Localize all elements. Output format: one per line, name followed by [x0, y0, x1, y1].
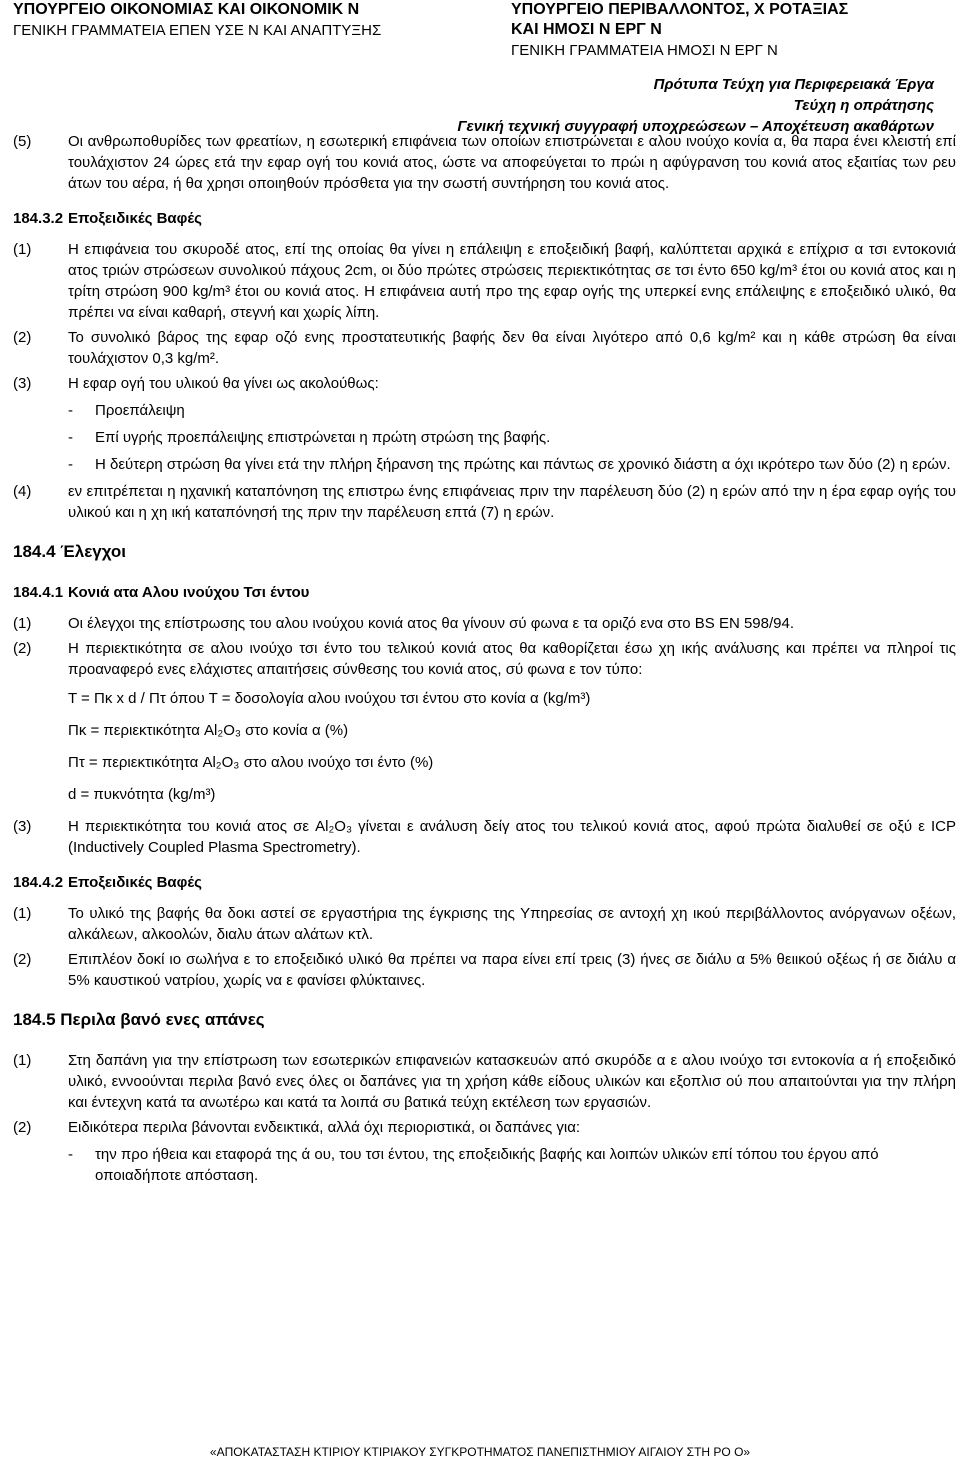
subheader-line-1: Πρότυπα Τεύχη για Περιφερειακά Έργα [653, 76, 934, 93]
item-text: Επιπλέον δοκί ιο σωλήνα ε το εποξειδικό υλικό θα πρέπει να παρα είνει επί τρεις (3) ήνες σε διάλυ α 5% θειικού οξέως ή σε διάλυ α 5% καυστικού νατρίου, χωρίς να ε φανίσει φλύκταινες. [68, 951, 956, 989]
dash-marker: - [68, 1146, 73, 1163]
dash-marker: - [68, 456, 73, 473]
item-number: (5) [13, 133, 32, 150]
subheader-line-2: Τεύχη η οπράτησης [793, 97, 934, 114]
dash-text: Η δεύτερη στρώση θα γίνει ετά την πλήρη ξήρανση της πρώτης και πάντως σε χρονικό διάστη α όχι ικρότερο των δύο (2) η ερών. [95, 456, 951, 473]
document-subheader [457, 74, 934, 137]
dash-marker: - [68, 402, 73, 419]
list-item [13, 816, 956, 858]
list-item [13, 949, 956, 991]
item-number: (4) [13, 483, 32, 500]
item-text: Οι ανθρωποθυρίδες των φρεατίων, η εσωτερική επιφάνεια των οποίων επιστρώνεται ε αλου ινούχο κονία α, θα παρα ένει κλειστή επί τουλάχιστον 24 ώρες ετά την εφαρ ογή του κονιά ατος, ώστε να αποφεύγεται το πρώι η αφύγρανση του κονιά ατος εξαιτίας των ρευ άτων του αέρα, ή θα χρησι οποιηθούν πρόσθετα για την σωστή συντήρηση του κονιά ατος. [68, 133, 956, 192]
subheader-line-3: Γενική τεχνική συγγραφή υποχρεώσεων – Αποχέτευση ακαθάρτων [457, 118, 934, 135]
item-number: (1) [13, 615, 32, 632]
header-left [13, 0, 381, 42]
formula-line: Πκ = περιεκτικότητα Al₂O₃ στο κονία α (%) [68, 722, 349, 739]
header-right-title-2: ΚΑΙ ΗΜΟΣΙ Ν ΕΡΓ Ν [511, 21, 662, 38]
dash-item [68, 427, 956, 448]
header-left-title: ΥΠΟΥΡΓΕΙΟ ΟΙΚΟΝΟΜΙΑΣ ΚΑΙ ΟΙΚΟΝΟΜΙΚ Ν [13, 1, 360, 18]
item-text: Το υλικό της βαφής θα δοκι αστεί σε εργαστήρια της έγκρισης της Υπηρεσίας σε αντοχή χη ικού περιβάλλοντος ανόργανων οξέων, αλκάλεων, αλκοολών, διαλυ άτων αλάτων κτλ. [68, 905, 956, 943]
document-header [0, 0, 960, 70]
section-heading-184-4-1 [13, 582, 956, 603]
item-text: Η περιεκτικότητα σε αλου ινούχο τσι έντο του τελικού κονιά ατος θα καθορίζεται έσω χη ικής ανάλυσης και πρέπει να πληροί τις προαναφερό ενες ελάχιστες απαιτήσεις σύνθεσης του κονιά ατος, σύ φωνα ε τον τύπο: [68, 640, 956, 678]
document-footer: «ΑΠΟΚΑΤΑΣΤΑΣΗ ΚΤΙΡΙΟΥ ΚΤΙΡΙΑΚΟΥ ΣΥΓΚΡΟΤΗΜΑΤΟΣ ΠΑΝΕΠΙΣΤΗΜΙΟΥ ΑΙΓΑΙΟΥ ΣΤΗ ΡΟ Ο» [209, 1445, 751, 1459]
item-number: (3) [13, 375, 32, 392]
section-heading-184-5: 184.5 Περιλα βανό ενες απάνες [13, 1010, 265, 1029]
list-item [13, 327, 956, 369]
item-number: (2) [13, 329, 32, 346]
list-item [13, 1117, 956, 1138]
item-text: εν επιτρέπεται η ηχανική καταπόνηση της επιστρω ένης επιφάνειας πριν την παρέλευση δύο (2) η ερών από την η έρα εφαρ ογής του υλικού και η χη ική καταπόνησή της πριν την παρέλευση επτά (7) η ερών. [68, 483, 956, 521]
item-number: (1) [13, 905, 32, 922]
header-right-title-1: ΥΠΟΥΡΓΕΙΟ ΠΕΡΙΒΑΛΛΟΝΤΟΣ, Χ ΡΟΤΑΞΙΑΣ [511, 1, 849, 18]
dash-item [68, 1144, 956, 1186]
formula-line: Πτ = περιεκτικότητα Al₂O₃ στο αλου ινούχο τσι έντο (%) [68, 754, 434, 771]
section-heading-184-3-2 [13, 208, 956, 229]
document-body [13, 131, 956, 1192]
section-heading-184-4-2 [13, 872, 956, 893]
section-title: Εποξειδικές Βαφές [68, 210, 202, 227]
item-number: (3) [13, 818, 32, 835]
section-title: Εποξειδικές Βαφές [68, 874, 202, 891]
list-item [13, 373, 956, 394]
dash-item [68, 400, 956, 421]
header-right [511, 0, 848, 62]
formula-line: Τ = Πκ x d / Πτ όπου Τ = δοσολογία αλου ινούχου τσι έντου στο κονία α (kg/m³) [68, 690, 591, 707]
dash-text: Επί υγρής προεπάλειψης επιστρώνεται η πρώτη στρώση της βαφής. [95, 429, 551, 446]
section-number: 184.3.2 [13, 210, 64, 227]
item-text: Το συνολικό βάρος της εφαρ οζό ενης προστατευτικής βαφής δεν θα είναι λιγότερο από 0,6 kg/m² και η κάθε στρώση θα είναι τουλάχιστον 0,3 kg/m². [68, 329, 956, 367]
item-number: (2) [13, 951, 32, 968]
item-text: Ειδικότερα περιλα βάνονται ενδεικτικά, αλλά όχι περιοριστικά, οι δαπάνες για: [68, 1119, 581, 1136]
formula-line: d = πυκνότητα (kg/m³) [68, 786, 216, 803]
section-heading-184-4: 184.4 Έλεγχοι [13, 542, 127, 561]
item-number: (2) [13, 640, 32, 657]
list-item [13, 638, 956, 680]
section-number: 184.4.1 [13, 584, 64, 601]
paragraph-5 [13, 131, 956, 194]
list-item [13, 481, 956, 523]
dash-text: Προεπάλειψη [95, 402, 185, 419]
list-item [13, 239, 956, 323]
list-item [13, 903, 956, 945]
section-title: Κονιά ατα Αλου ινούχου Τσι έντου [68, 584, 310, 601]
header-right-subtitle: ΓΕΝΙΚΗ ΓΡΑΜΜΑΤΕΙΑ ΗΜΟΣΙ Ν ΕΡΓ Ν [511, 42, 778, 59]
list-item [13, 1050, 956, 1113]
item-text: Η περιεκτικότητα του κονιά ατος σε Al₂O₃ γίνεται ε ανάλυση δείγ ατος του τελικού κονιά ατος, αφού πρώτα διαλυθεί σε οξύ ε ICP (Inductively Coupled Plasma Spectrometry). [68, 818, 956, 856]
header-left-subtitle: ΓΕΝΙΚΗ ΓΡΑΜΜΑΤΕΙΑ ΕΠΕΝ ΥΣΕ Ν ΚΑΙ ΑΝΑΠΤΥΞΗΣ [13, 22, 382, 39]
item-text: Οι έλεγχοι της επίστρωσης του αλου ινούχου κονιά ατος θα γίνουν σύ φωνα ε τα οριζό ενα στο BS EN 598/94. [68, 615, 795, 632]
list-item [13, 613, 956, 634]
item-number: (1) [13, 241, 32, 258]
dash-text: την προ ήθεια και εταφορά της ά ου, του τσι έντου, της εποξειδικής βαφής και λοιπών υλικών επί τόπου του έργου από οποιαδήποτε απόσταση. [95, 1146, 879, 1184]
dash-marker: - [68, 429, 73, 446]
item-number: (1) [13, 1052, 32, 1069]
dash-item [68, 454, 956, 475]
formula-block [68, 688, 956, 805]
section-number: 184.4.2 [13, 874, 64, 891]
item-text: Η εφαρ ογή του υλικού θα γίνει ως ακολούθως: [68, 375, 379, 392]
item-text: Στη δαπάνη για την επίστρωση των εσωτερικών επιφανειών κατασκευών από σκυρόδε α ε αλου ινούχο τσι εντοκονία α ή εποξειδικό υλικό, εννοούνται περιλα βανό ενες όλες οι δαπάνες για τη χρήση κάθε είδους υλικών και εξοπλισ ού που απαιτούνται για την πλήρη και έντεχνη κατά τα ανωτέρω και κατά τα λοιπά συ βατικά τεύχη εκτέλεση των εργασιών. [68, 1052, 956, 1111]
item-text: Η επιφάνεια του σκυροδέ ατος, επί της οποίας θα γίνει η επάλειψη ε εποξειδική βαφή, καλύπτεται αρχικά ε επίχρισ α τσι εντοκονιά ατος τριών στρώσεων συνολικού πάχους 2cm, οι δύο πρώτες στρώσεις περιεκτικότητας σε τσι έντο 650 kg/m³ έτοι ου κονιά ατος και η τρίτη στρώση 900 kg/m³ έτοι ου κονιά ατος. Η επιφάνεια αυτή προ της εφαρ ογής της υπερκεί ενης επάλειψης ε εποξειδικό υλικό, θα πρέπει να είναι καθαρή, στεγνή και χωρίς λίπη. [68, 241, 956, 321]
item-number: (2) [13, 1119, 32, 1136]
